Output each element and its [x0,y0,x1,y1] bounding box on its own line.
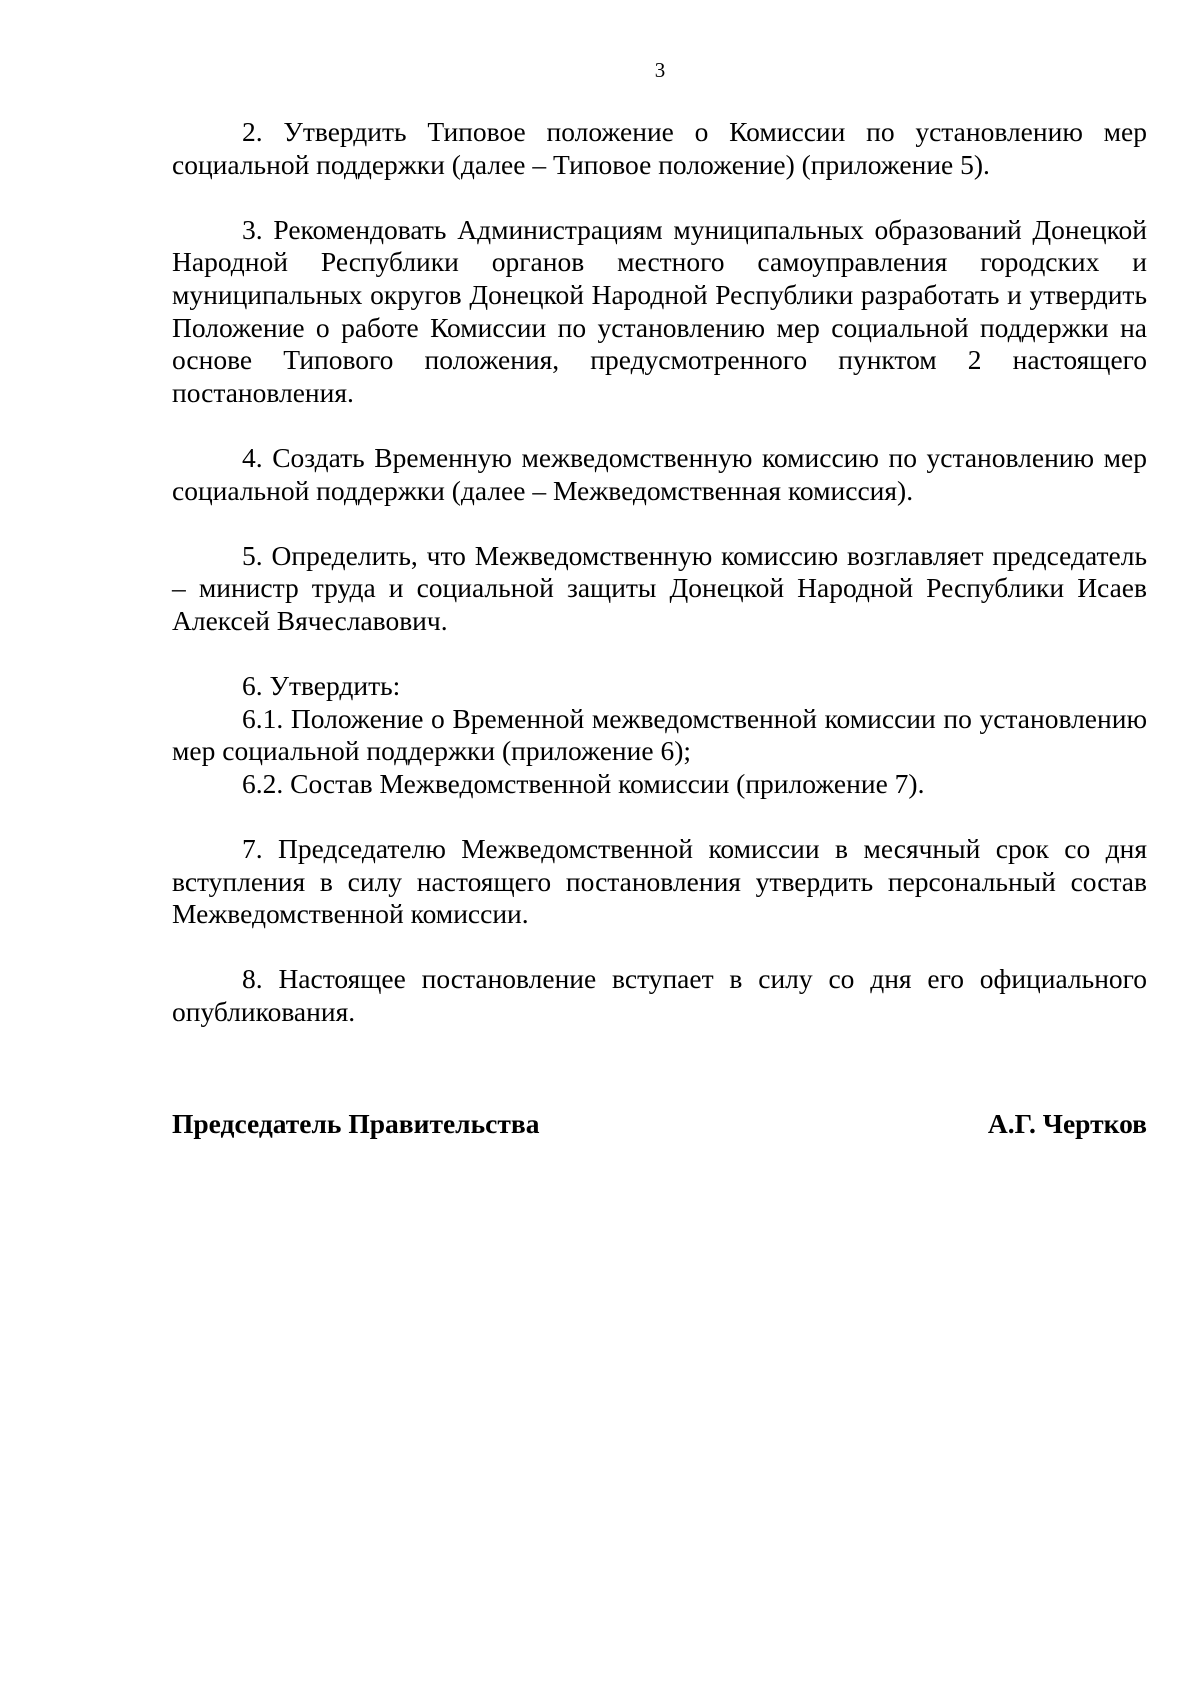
paragraph-8: 8. Настоящее постановление вступает в силу со дня его официального опубликования. [172,963,1147,1028]
signatory-position: Председатель Правительства [172,1108,540,1139]
page-number: 3 [654,58,666,82]
paragraph-6-2: 6.2. Состав Межведомственной комиссии (приложение 7). [242,767,925,799]
paragraph-6: 6. Утвердить: [242,670,401,702]
paragraph-3: 3. Рекомендовать Администрациям муниципальных образований Донецкой Народной Республики органов местного самоуправления городских и муниципальных округов Донецкой Народной Республики разработать и утвердить Положение о работе Комиссии по установлению мер социальной поддержки на основе Типового положения, предусмотренного пунктом 2 настоящего постановления. [172,213,1147,408]
document-body [172,116,1147,1061]
signature-block [172,1108,1147,1140]
paragraph-5: 5. Определить, что Межведомственную комиссию возглавляет председатель – министр труда и социальной защиты Донецкой Народной Республики Исаев Алексей Вячеславович. [172,539,1147,636]
paragraph-6-1: 6.1. Положение о Временной межведомственной комиссии по установлению мер социальной поддержки (приложение 6); [172,702,1147,767]
paragraph-4: 4. Создать Временную межведомственную комиссию по установлению мер социальной поддержки (далее – Межведомственная комиссия). [172,441,1147,506]
paragraph-7: 7. Председателю Межведомственной комиссии в месячный срок со дня вступления в силу настоящего постановления утвердить персональный состав Межведомственной комиссии. [172,833,1147,930]
paragraph-2: 2. Утвердить Типовое положение о Комиссии по установлению мер социальной поддержки (далее – Типовое положение) (приложение 5). [172,116,1147,180]
signatory-name: А.Г. Чертков [987,1108,1147,1139]
